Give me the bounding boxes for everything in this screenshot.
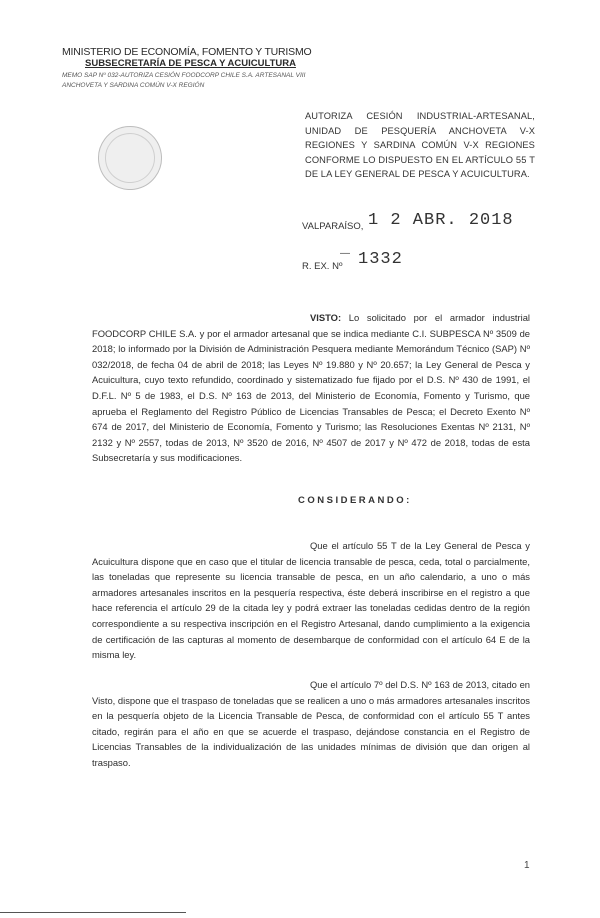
- ministry-header: MINISTERIO DE ECONOMÍA, FOMENTO Y TURISMO: [62, 46, 312, 58]
- place-city: VALPARAÍSO,: [302, 221, 364, 232]
- official-stamp: [94, 122, 166, 194]
- visto-label: VISTO:: [310, 312, 342, 323]
- visto-text: Lo solicitado por el armador industrial FOODCORP CHILE S.A. y por el armador artesanal que se indica mediante C.I. SUBPESCA Nº 3509 de 2018; lo informado por la División de Administración Pesquera mediante Memorándum Técnico (SAP) Nº 032/2018, de fecha 04 de abril de 2018; las Leyes Nº 19.880 y Nº 20.657; la Ley General de Pesca y Acuicultura, cuyo texto refundido, coordinado y sistematizado fue fijado por el D.S. Nº 430 de 1991, el D.F.L. Nº 5 de 1983, el D.S. Nº 163 de 2013, del Ministerio de Economía, Fomento y Turismo, que aprueba el Reglamento del Registro Público de Licencias Transables de Pesca; el Decreto Exento Nº 674 de 2017, del Ministerio de Economía, Fomento y Turismo; las Resoluciones Exentas Nº 2131, Nº 2132 y Nº 2557, todas de 2013, Nº 3520 de 2016, Nº 4507 de 2017 y Nº 472 de 2018, todas de esta Subsecretaría y sus modificaciones.: [92, 312, 530, 464]
- stamp-inner-ring: [102, 130, 158, 186]
- considerando-paragraph-1: Que el artículo 55 T de la Ley General de Pesca y Acuicultura dispone que en caso que el titular de licencia transable de pesca, ceda, total o parcialmente, las toneladas que represente su licencia transable de pesca, en un año calendario, a uno o más armadores artesanales inscritos en la pesquería respectiva, éste deberá inscribirse en el registro a que hace referencia el artículo 29 de la citada ley y podrá extraer las toneladas cedidas dentro de la región correspondiente a su respectiva inscripción en el Registro Artesanal, dando cumplimiento a la exigencia de certificación de las capturas al momento de desembarque de conformidad con el artículo 64 E de la misma ley.: [92, 540, 530, 661]
- subsecretaria-header: SUBSECRETARÍA DE PESCA Y ACUICULTURA: [85, 58, 296, 69]
- resolution-subject: AUTORIZA CESIÓN INDUSTRIAL-ARTESANAL, UNIDAD DE PESQUERÍA ANCHOVETA V-X REGIONES Y SARDINA COMÚN V-X REGIONES CONFORME LO DISPUESTO EN EL ARTÍCULO 55 T DE LA LEY GENERAL DE PESCA Y ACUICULTURA.: [305, 111, 535, 179]
- page-number: 1: [524, 860, 530, 871]
- considerando-heading: CONSIDERANDO:: [298, 495, 412, 506]
- resolution-dash: —: [340, 248, 350, 259]
- considerando-paragraph-2: Que el artículo 7º del D.S. Nº 163 de 2013, citado en Visto, dispone que el traspaso de toneladas que se realicen a uno o más armadores artesanales inscritos en la pesquería objeto de la Licencia Transable de Pesca, de conformidad con el artículo 55 T antes citado, regirán para el año en que se acuerde el traspaso, dejándose constancia en el Registro de Licencias Transables de la individualización de las unidades mínimas de división que dan origen al traspaso.: [92, 679, 530, 768]
- resolution-label: R. EX. Nº: [302, 261, 343, 272]
- memo-line-2: ANCHOVETA Y SARDINA COMÚN V-X REGIÓN: [62, 82, 205, 89]
- resolution-date: 1 2 ABR. 2018: [368, 211, 514, 230]
- memo-line-1: MEMO SAP Nº 032-AUTORIZA CESIÓN FOODCORP CHILE S.A. ARTESANAL VIII: [62, 72, 306, 79]
- resolution-number: 1332: [358, 250, 403, 269]
- visto-paragraph: [92, 310, 530, 466]
- bottom-rule: [0, 912, 186, 913]
- memo-reference: [62, 71, 305, 91]
